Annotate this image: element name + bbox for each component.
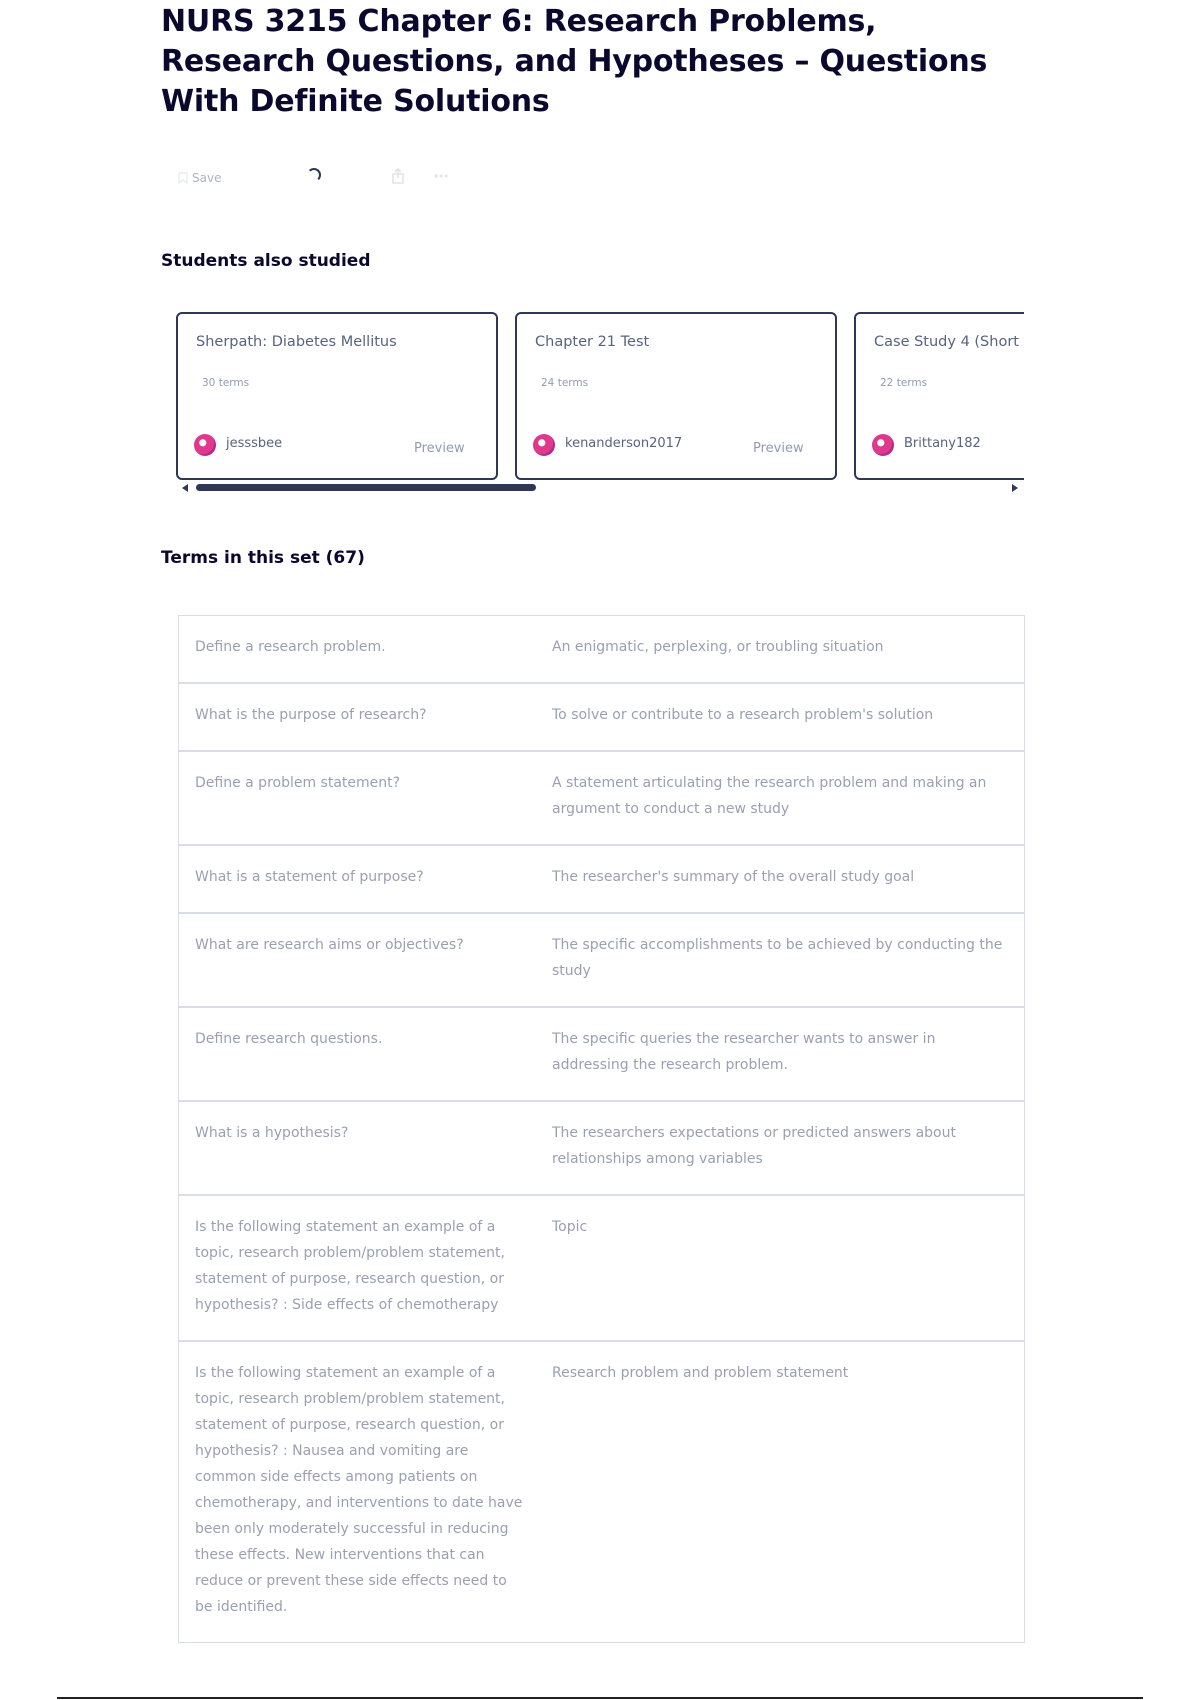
loading-spinner-icon [307, 168, 321, 182]
term-answer: Research problem and problem statement [552, 1365, 849, 1381]
card-title: Chapter 21 Test [535, 334, 650, 350]
carousel-scrollbar[interactable] [176, 483, 1024, 495]
term-answer: Topic [552, 1219, 588, 1235]
card-title: Case Study 4 (Short [874, 334, 1019, 350]
term-answer: The specific accomplishments to be achieved by conducting the study [552, 937, 1003, 979]
avatar [533, 434, 555, 456]
term-question: Is the following statement an example of a topic, research problem/problem statement, statement of purpose, research question, or hypothesis? : Nausea and vomiting are common side effects among patients on chemotherapy, and interventions to date have been only moderately successful in reducing these effects. New interventions that can reduce or prevent these side effects need to be identified. [195, 1365, 523, 1615]
save-button[interactable] [178, 171, 221, 185]
term-answer: To solve or contribute to a research problem's solution [552, 707, 934, 723]
related-set-card[interactable] [854, 312, 1024, 480]
table-row [179, 750, 1024, 844]
term-question: What is the purpose of research? [195, 707, 427, 723]
term-question: What are research aims or objectives? [195, 937, 464, 953]
term-question: What is a statement of purpose? [195, 869, 424, 885]
scrollbar-thumb[interactable] [196, 484, 536, 491]
students-also-studied-heading: Students also studied [161, 251, 371, 271]
terms-table [178, 615, 1025, 1643]
avatar [872, 434, 894, 456]
preview-button[interactable]: Preview [753, 441, 804, 456]
term-question: Define a problem statement? [195, 775, 401, 791]
preview-button[interactable]: Preview [414, 441, 465, 456]
term-answer: An enigmatic, perplexing, or troubling situation [552, 639, 884, 655]
scroll-right-arrow-icon[interactable] [1012, 484, 1018, 492]
save-label: Save [192, 171, 222, 185]
scroll-left-arrow-icon[interactable] [182, 484, 188, 492]
term-question: Is the following statement an example of a topic, research problem/problem statement, statement of purpose, research question, or hypothesis? : Side effects of chemotherapy [195, 1219, 505, 1313]
term-answer: A statement articulating the research problem and making an argument to conduct a new study [552, 775, 987, 817]
page-divider [57, 1697, 1143, 1699]
card-author[interactable]: kenanderson2017 [565, 436, 683, 451]
bookmark-icon [178, 172, 188, 184]
page-title: NURS 3215 Chapter 6: Research Problems, Research Questions, and Hypotheses – Questions With Definite Solutions [161, 4, 988, 119]
term-answer: The researcher's summary of the overall study goal [552, 869, 915, 885]
card-term-count: 22 terms [880, 377, 928, 389]
terms-heading: Terms in this set (67) [161, 548, 365, 568]
term-answer: The researchers expectations or predicted answers about relationships among variables [552, 1125, 956, 1167]
card-term-count: 24 terms [541, 377, 589, 389]
term-question: What is a hypothesis? [195, 1125, 349, 1141]
card-author[interactable]: Brittany182 [904, 436, 981, 451]
related-set-card[interactable] [515, 312, 837, 480]
table-row [179, 616, 1024, 682]
table-row [179, 1100, 1024, 1194]
related-set-card[interactable] [176, 312, 498, 480]
term-answer: The specific queries the researcher wants to answer in addressing the research problem. [552, 1031, 936, 1073]
related-sets-carousel[interactable] [176, 310, 1024, 495]
share-icon[interactable] [390, 168, 406, 184]
card-title: Sherpath: Diabetes Mellitus [196, 334, 397, 350]
table-row [179, 1340, 1024, 1642]
more-options-icon[interactable] [433, 168, 449, 184]
table-row [179, 682, 1024, 750]
avatar [194, 434, 216, 456]
table-row [179, 1194, 1024, 1340]
table-row [179, 1006, 1024, 1100]
toolbar [178, 160, 221, 196]
table-row [179, 912, 1024, 1006]
term-question: Define research questions. [195, 1031, 383, 1047]
card-term-count: 30 terms [202, 377, 250, 389]
card-author[interactable]: jesssbee [226, 436, 283, 451]
table-row [179, 844, 1024, 912]
term-question: Define a research problem. [195, 639, 386, 655]
